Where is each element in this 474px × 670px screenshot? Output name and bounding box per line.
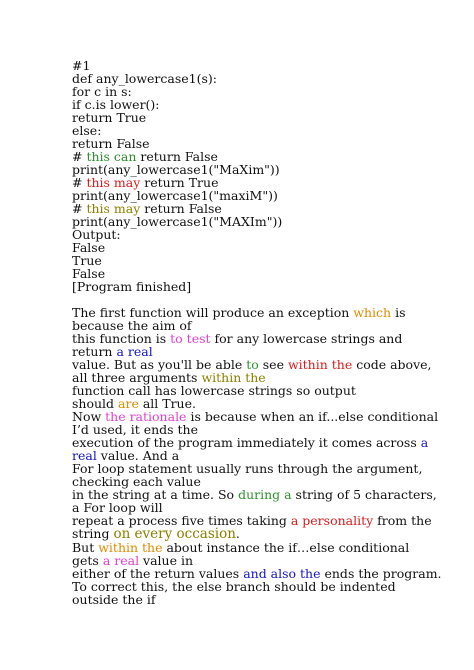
text: gets [72, 553, 103, 568]
text: in the string at a time. So [72, 487, 239, 502]
highlighted-text: real [72, 448, 97, 463]
text: repeat a process five times taking [72, 513, 291, 528]
paragraph-line: I’d used, it ends the [72, 422, 199, 437]
paragraph-line: outside the if [72, 592, 156, 607]
comment-rest: return True [140, 175, 219, 190]
highlighted-text: within the [201, 370, 266, 385]
highlighted-text: a personality [290, 513, 374, 528]
text: from the [373, 513, 432, 528]
code-line: else: [72, 123, 102, 138]
text: see [258, 357, 288, 372]
paragraph-line: function call has lowercase strings so output [72, 383, 356, 398]
text: for any lowercase strings and [210, 331, 403, 346]
code-line: return True [72, 110, 147, 125]
text: about instance the if…else conditional [162, 540, 410, 555]
text: should [72, 396, 119, 411]
highlighted-text: this can [86, 149, 137, 164]
highlighted-text: the rationale [105, 409, 187, 424]
comment-hash: # [72, 201, 87, 216]
text: Now [72, 409, 106, 424]
paragraph-line: because the aim of [72, 318, 192, 333]
highlighted-text: within the [287, 357, 353, 372]
comment-hash: # [72, 175, 87, 190]
highlighted-text: to [246, 357, 259, 372]
code-line: for c in s: [72, 84, 132, 99]
highlighted-text: within the [98, 540, 163, 555]
text: all three arguments [72, 370, 202, 385]
highlighted-text: a real [116, 344, 153, 359]
highlighted-text: are [118, 396, 139, 411]
text: is because when an if...else conditional [186, 409, 439, 424]
text: . [235, 526, 240, 541]
text: value. And a [96, 448, 180, 463]
text: string [72, 526, 114, 541]
text: all True. [138, 396, 196, 411]
paragraph-line: checking each value [72, 474, 201, 489]
text: ends the program. [320, 566, 442, 581]
highlighted-text: which [353, 305, 392, 320]
paragraph-line: To correct this, the else branch should be indented [72, 579, 396, 594]
comment-rest: return False [140, 201, 222, 216]
output-line: False [72, 266, 106, 281]
code-line: print(any_lowercase1("MAXIm")) [72, 214, 283, 229]
code-line: def any_lowercase1(s): [72, 71, 218, 86]
highlighted-text: on every occasion [113, 526, 236, 542]
comment-rest: return False [136, 149, 218, 164]
text: But [72, 540, 99, 555]
paragraph-line [72, 527, 444, 541]
code-line: #1 [72, 58, 91, 73]
output-line: True [72, 253, 102, 268]
highlighted-text: this may [86, 175, 141, 190]
highlighted-text: a [420, 435, 429, 450]
code-line: return False [72, 136, 150, 151]
text: is [391, 305, 406, 320]
highlighted-text: this may [86, 201, 141, 216]
output-line: False [72, 240, 106, 255]
text: The first function will produce an exception [72, 305, 354, 320]
comment-hash: # [72, 149, 87, 164]
program-finished: [Program finished] [72, 279, 192, 294]
highlighted-text: during a [238, 487, 292, 502]
text: return [72, 344, 117, 359]
text: value in [139, 553, 194, 568]
paragraph-line: For loop statement usually runs through the argument, [72, 461, 423, 476]
text: execution of the program immediately it comes across [72, 435, 421, 450]
highlighted-text: and also the [243, 566, 321, 581]
highlighted-text: to test [170, 331, 211, 346]
code-line: print(any_lowercase1("maxiM")) [72, 188, 278, 203]
text: string of 5 characters, [291, 487, 437, 502]
paragraph-line: a For loop will [72, 500, 163, 515]
highlighted-text: a real [102, 553, 140, 568]
text: code above, [352, 357, 432, 372]
output-label: Output: [72, 227, 121, 242]
text: this function is [72, 331, 171, 346]
code-line: if c.is lower(): [72, 97, 160, 112]
text: value. But as you'll be able [72, 357, 247, 372]
text: either of the return values [72, 566, 244, 581]
code-line: print(any_lowercase1("MaXim")) [72, 162, 280, 177]
